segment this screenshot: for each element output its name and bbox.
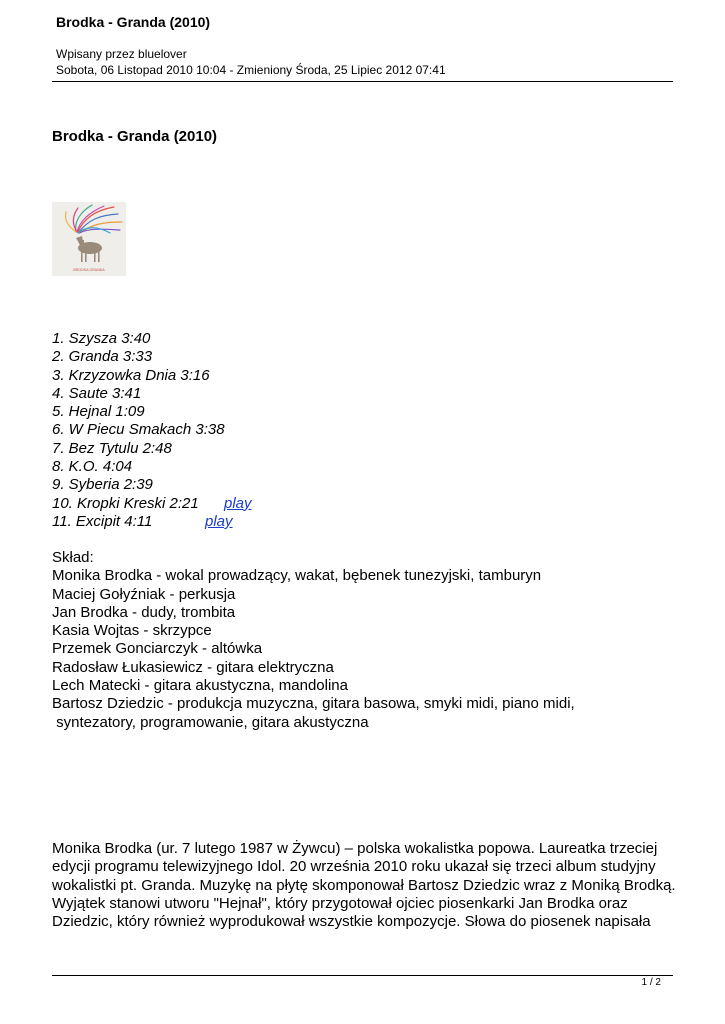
- band-member-line: Radosław Łukasiewicz - gitara elektryczna: [52, 658, 334, 676]
- bio-line: Dziedzic, który również wyprodukował wszystkie kompozycje. Słowa do piosenek napisała: [52, 913, 651, 931]
- track-item: [52, 330, 225, 348]
- band-section: [52, 549, 575, 732]
- track-label: 5. Hejnal 1:09: [52, 403, 145, 421]
- tracklist: [52, 330, 252, 531]
- track-item: [52, 440, 225, 458]
- band-heading: Skład:: [52, 549, 94, 566]
- track-item: [52, 403, 225, 421]
- band-member-line: Monika Brodka - wokal prowadzący, wakat, bębenek tunezyjski, tamburyn: [52, 567, 542, 585]
- track-label: 4. Saute 3:41: [52, 384, 142, 402]
- track-item: [52, 385, 225, 403]
- track-item: [52, 476, 225, 494]
- band-member-line: Przemek Gonciarczyk - altówka: [52, 640, 263, 658]
- track-label: 6. W Piecu Smakach 3:38: [52, 421, 225, 439]
- bio-line: Monika Brodka (ur. 7 lutego 1987 w Żywcu) – polska wokalistka popowa. Laureatka trzeciej: [52, 840, 658, 857]
- track-label: 9. Syberia 2:39: [52, 476, 153, 494]
- track-label: 11. Excipit 4:11: [52, 512, 153, 530]
- track-item: [52, 421, 225, 439]
- track-label: 7. Bez Tytulu 2:48: [52, 439, 172, 457]
- track-item: [52, 512, 233, 531]
- album-cover-image: [52, 202, 126, 276]
- page-header-title: Brodka - Granda (2010): [56, 14, 211, 30]
- header-divider: [52, 81, 673, 82]
- band-member-line: Jan Brodka - dudy, trombita: [52, 603, 236, 621]
- play-link[interactable]: play: [205, 512, 233, 530]
- track-label: 2. Granda 3:33: [52, 348, 153, 366]
- cover-caption: BRODKA GRANDA: [73, 268, 105, 272]
- band-member-line: syntezatory, programowanie, gitara akustyczna: [52, 713, 369, 731]
- bio-line: edycji programu telewizyjnego Idol. 20 września 2010 roku ukazał się trzeci album studyjny: [52, 858, 656, 876]
- track-item: [52, 367, 225, 385]
- track-label: 1. Szysza 3:40: [52, 330, 151, 347]
- dates-line: Sobota, 06 Listopad 2010 10:04 - Zmieniony Środa, 25 Lipiec 2012 07:41: [56, 63, 446, 77]
- band-member-line: Kasia Wojtas - skrzypce: [52, 622, 212, 640]
- track-label: 8. K.O. 4:04: [52, 458, 133, 476]
- page-number: 1 / 2: [641, 977, 661, 988]
- author-line: Wpisany przez bluelover: [56, 47, 187, 61]
- bio-line: Wyjątek stanowi utworu "Hejnał", który przygotował ojciec piosenkarki Jan Brodka oraz: [52, 894, 628, 912]
- bio-paragraph: [52, 840, 682, 931]
- band-member-line: Maciej Gołyźniak - perkusja: [52, 585, 236, 603]
- track-item: [52, 458, 225, 476]
- bio-line: wokalistki pt. Granda. Muzykę na płytę skomponował Bartosz Dziedzic wraz z Moniką Brodką.: [52, 876, 676, 894]
- track-item: [52, 494, 252, 513]
- track-item: [52, 348, 225, 366]
- track-label: 3. Krzyzowka Dnia 3:16: [52, 366, 210, 384]
- article-title: Brodka - Granda (2010): [52, 128, 218, 145]
- play-link[interactable]: play: [224, 494, 252, 512]
- track-label: 10. Kropki Kreski 2:21: [52, 494, 199, 512]
- band-member-line: Bartosz Dziedzic - produkcja muzyczna, gitara basowa, smyki midi, piano midi,: [52, 695, 575, 713]
- footer-divider: [52, 975, 673, 976]
- band-member-line: Lech Matecki - gitara akustyczna, mandolina: [52, 677, 348, 695]
- page-header-meta: [56, 46, 446, 78]
